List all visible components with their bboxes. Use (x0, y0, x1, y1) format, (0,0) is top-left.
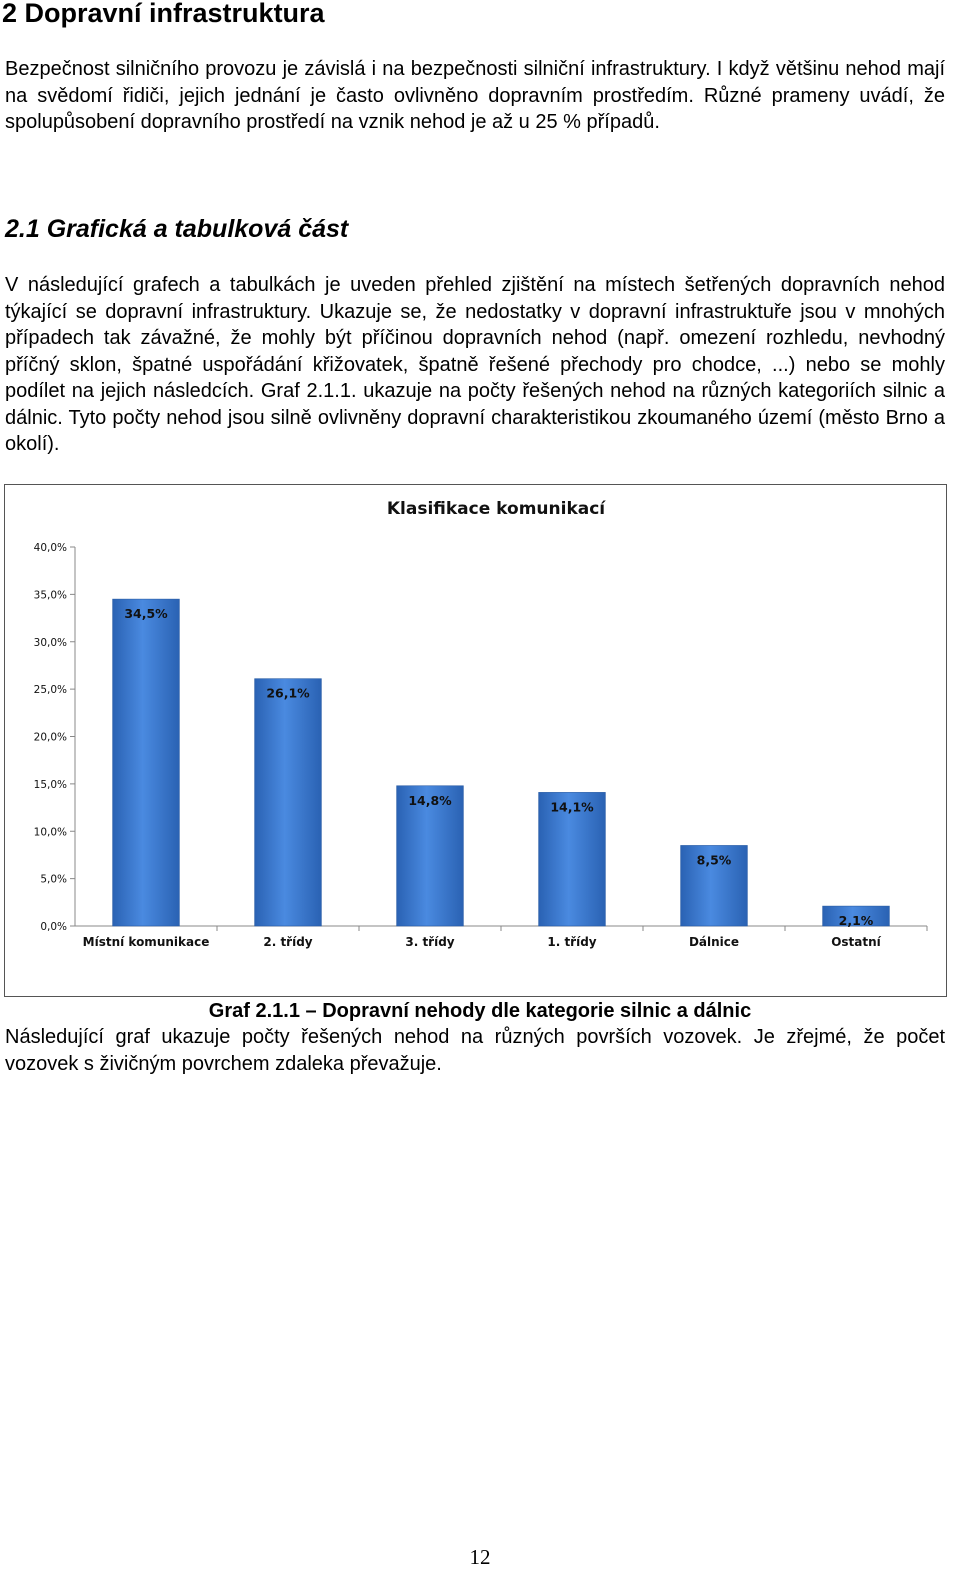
y-tick-label: 25,0% (33, 684, 67, 697)
y-tick-label: 0,0% (40, 921, 67, 933)
x-category-label: 1. třídy (547, 935, 597, 949)
y-tick-label: 15,0% (33, 778, 67, 791)
chart-bar (113, 599, 180, 926)
section-heading: 2 Dopravní infrastruktura (2, 0, 325, 28)
bar-value-label: 2,1% (838, 913, 874, 929)
chart-title: Klasifikace komunikací (386, 499, 606, 519)
y-tick-label: 40,0% (33, 542, 67, 554)
x-category-label: Ostatní (831, 935, 881, 949)
intro-paragraph: Bezpečnost silničního provozu je závislá i na bezpečnosti silniční infrastruktury. I když většinu nehod mají na svědomí řidiči, jejich jednání je často ovlivněno dopravním prostředím. Různé prameny uvádí, že spolupůsobení dopravního prostředí na vznik nehod je až u 25 % případů. (5, 58, 945, 133)
y-tick-label: 10,0% (33, 826, 67, 839)
y-tick-label: 30,0% (33, 636, 67, 649)
bar-value-label: 34,5% (124, 606, 168, 622)
bar-value-label: 14,8% (408, 792, 452, 808)
x-category-label: Dálnice (688, 935, 740, 949)
bar-value-label: 8,5% (696, 852, 732, 868)
bar-value-label: 26,1% (266, 685, 310, 701)
subsection-heading: 2.1 Grafická a tabulková část (5, 215, 349, 243)
x-category-label: Místní komunikace (82, 935, 210, 949)
page-number: 12 (469, 1545, 491, 1569)
x-category-label: 3. třídy (405, 935, 455, 949)
y-tick-label: 35,0% (33, 589, 67, 602)
y-tick-label: 20,0% (33, 731, 67, 744)
following-paragraph: Následující graf ukazuje počty řešených nehod na různých površích vozovek. Je zřejmé, že počet vozovek s živičným povrchem zdaleka převažuje. (5, 1026, 945, 1075)
bar-chart (5, 485, 946, 996)
figure-caption: Graf 2.1.1 – Dopravní nehody dle kategorie silnic a dálnic (208, 1000, 752, 1022)
bar-value-label: 14,1% (550, 799, 594, 815)
chart-frame (4, 484, 947, 997)
chart-bar (255, 679, 322, 926)
x-category-label: 2. třídy (263, 935, 313, 949)
y-tick-label: 5,0% (40, 873, 67, 886)
body-paragraph: V následující grafech a tabulkách je uveden přehled zjištění na místech šetřených dopravních nehod týkající se dopravní infrastruktury. Ukazuje se, že nedostatky v dopravní infrastruktuře jsou v mnohých případech tak závažné, že mohly být příčinou dopravních nehod (např. omezení rozhledu, nevhodný příčný sklon, špatné uspořádání křižovatek, špatně řešené přechody pro chodce, ...) nebo se mohly podílet na jejich následcích. Graf 2.1.1. ukazuje na počty řešených nehod na různých kategoriích silnic a dálnic. Tyto počty nehod jsou silně ovlivněny dopravní charakteristikou zkoumaného území (město Brno a okolí). (5, 274, 945, 455)
